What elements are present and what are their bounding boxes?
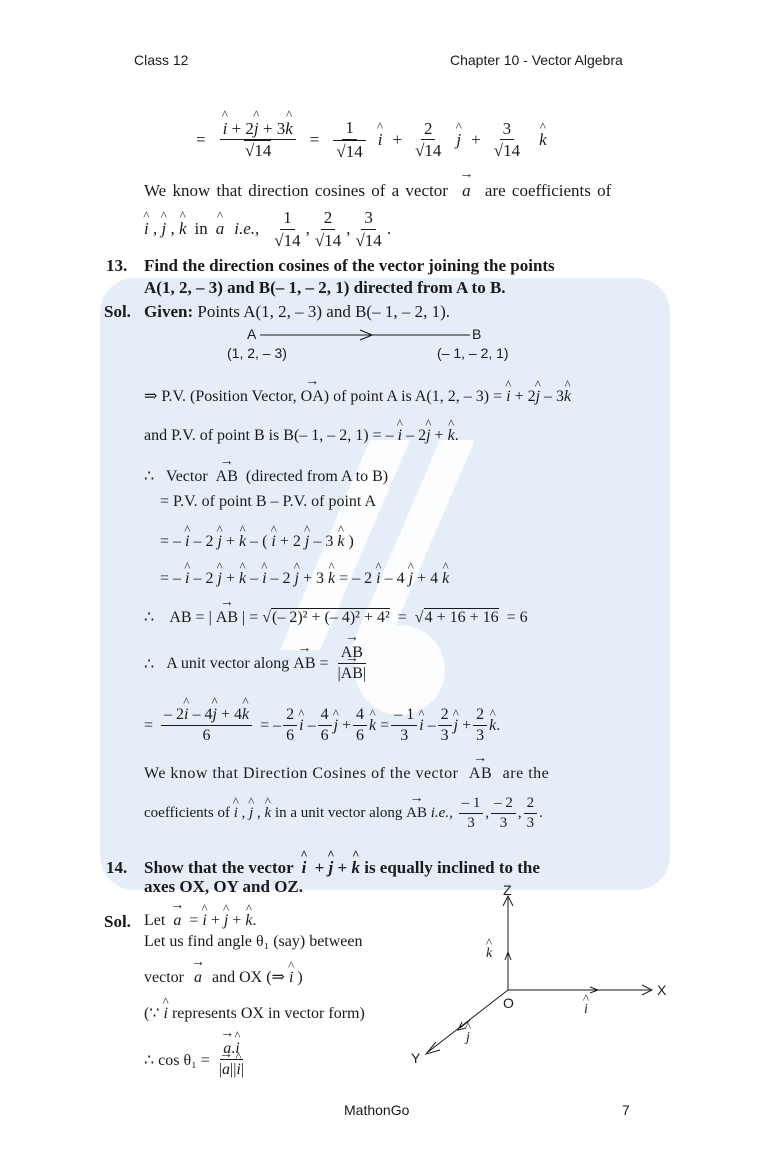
axis-y-label: Y xyxy=(411,1050,421,1066)
q13-given: Given: Points A(1, 2, – 3) and B(– 1, – 2, 1). xyxy=(144,302,450,321)
eq-sign: = xyxy=(196,129,206,149)
dc-line1: We know that Direction Cosines of the vector → AB are the xyxy=(144,765,549,783)
q14-question-line1: Show that the vector ^ i + ^ j + ^ k is equally inclined to the xyxy=(144,858,540,878)
prev-line2: ^ i , ^ j , ^ k in ^ a i.e., $\frac{1}{√14}$ , $\frac{2}{√14}$ , $\frac{3}{√14}$ . xyxy=(144,208,391,250)
pv-a-line: ⇒ P.V. (Position Vector, → OA) of point A is A(1, 2, – 3) = ^ i + 2^ j – 3^ k xyxy=(144,386,571,406)
fraction-vector-over-sqrt14: ^ $\frac{i + 2\^{} j + 3\^{} k}{√14}$ xyxy=(220,119,296,161)
magnitude-line: ∴ AB = | → AB | = √(– 2)² + (– 4)² + 4² = √4 + 16 + 16 = 6 xyxy=(144,607,528,627)
k-hat-label: ^ k xyxy=(486,946,492,962)
footer-brand: MathonGo xyxy=(344,1102,410,1118)
header-chapter: Chapter 10 - Vector Algebra xyxy=(450,52,623,68)
vector-ab-line: ∴ Vector → AB (directed from A to B) xyxy=(144,466,388,486)
axis-z-label: Z xyxy=(503,882,512,898)
j-hat-label: ^ j xyxy=(466,1030,470,1046)
pv-difference: = P.V. of point B – P.V. of point A xyxy=(160,493,377,510)
sqrt14: √14 xyxy=(245,141,272,161)
q14-vector-ox: vector → a and OX (⇒ ^ i ) xyxy=(144,967,303,987)
coord-a: (1, 2, – 3) xyxy=(227,345,287,361)
dc-line2: coefficients of ^ i , ^ j , ^ k in a unit vector along → AB i.e., $\frac{- 1}{3}$ , $\frac{- 2}{3}$ , $\frac{2}{3}$ . xyxy=(144,795,543,833)
footer-page-number: 7 xyxy=(622,1102,630,1118)
q13-question-line1: Find the direction cosines of the vector joining the points xyxy=(144,256,555,275)
header-class: Class 12 xyxy=(134,52,189,68)
q13-number: 13. xyxy=(106,256,128,275)
pv-b-line: and P.V. of point B is B(– 1, – 2, 1) = – ^ i – 2^ j + ^ k. xyxy=(144,427,459,445)
coord-b: (– 1, – 2, 1) xyxy=(437,345,509,361)
q14-sol-label: Sol. xyxy=(104,912,131,931)
q14-because: (∵ ^ i represents OX in vector form) xyxy=(144,1003,365,1023)
q13-question-line2: A(1, 2, – 3) and B(– 1, – 2, 1) directed from A to B. xyxy=(144,278,506,297)
axis-x-label: X xyxy=(657,982,667,998)
ab-arrow-diagram xyxy=(260,328,470,342)
prev-equation: = ^ $\frac{i + 2\^{} j + 3\^{} k}{√14}$ = $\frac{1}{√14}$ ^ i + $\frac{2}{√14}$ ^ j + $\frac{3}{√14}$ ^ k xyxy=(196,118,547,161)
i-hat-label: ^ i xyxy=(584,1002,588,1018)
point-a-label: A xyxy=(247,326,257,342)
origin-label: O xyxy=(503,995,514,1011)
q13-sol-label: Sol. xyxy=(104,302,131,321)
q14-find-angle: Let us find angle θ₁ (say) between xyxy=(144,933,363,950)
unit-vector-line: ∴ A unit vector along → AB = → $\frac{AB}{|\to AB|}$ xyxy=(144,644,371,684)
q14-let-line: Let → a = ^ i + ^ j + ^ k. xyxy=(144,912,256,930)
step-expand-2: = – ^ i – 2 ^ j + ^ k – ^ i – 2 ^ j + 3 ^ k = – 2 ^ i – 4 ^ j + 4 ^ k xyxy=(160,570,449,588)
axes-diagram xyxy=(410,880,680,1070)
point-b-label: B xyxy=(472,326,482,342)
step-expand-1: = – ^ i – 2 ^ j + ^ k – ( ^ i + 2 ^ j – 3 ^ k ) xyxy=(160,533,354,551)
unit-vector-expansion: = $\frac{- 2\^{} i - 4\^{} j + 4\^{} k}{6}$ = – $\frac{2}{6}$ ^ i – $\frac{4}{6}$ ^ j + $\frac{4}{6}$ ^ k = $\frac{- 1}{3}$ ^ i – $\frac{2}{3}$ ^ j + $\frac{2}{3}$ ^ k . xyxy=(144,706,500,746)
q14-question-line2: axes OX, OY and OZ. xyxy=(144,877,304,896)
q14-number: 14. xyxy=(106,858,128,877)
prev-line1: We know that direction cosines of a vector → a are coefficients of xyxy=(144,181,611,201)
q14-cos: ∴ cos θ₁ = → $\frac{a.\^{} i}{|\to a||\^{} i|}$ xyxy=(144,1040,249,1080)
